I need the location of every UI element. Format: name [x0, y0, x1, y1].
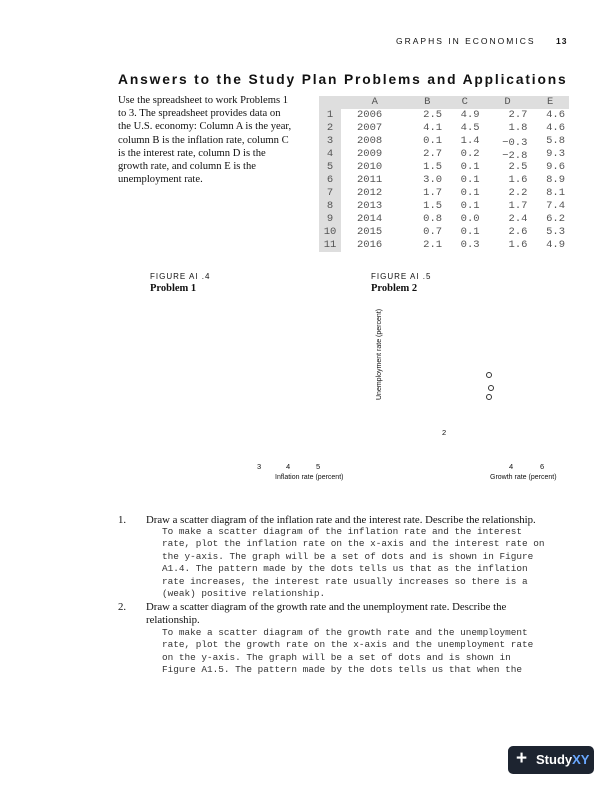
- year-cell: 2013: [357, 200, 383, 212]
- figure2-y-axis-label: Unemployment rate (percent): [376, 308, 383, 400]
- interest-cell: 0.1: [460, 161, 480, 173]
- scatter-point: [486, 394, 492, 400]
- year-cell: 2009: [357, 148, 383, 160]
- column-header: B: [409, 96, 447, 109]
- unemployment-cell: 4.6: [546, 109, 565, 121]
- interest-cell: 4.5: [460, 122, 480, 134]
- brand-main: Study: [536, 752, 573, 767]
- table-row: [319, 200, 569, 213]
- running-header: GRAPHS IN ECONOMICS: [396, 36, 536, 46]
- growth-cell: [484, 148, 532, 161]
- figure2-label: FIGURE AI .5: [371, 272, 432, 281]
- intro-line: column B is the inflation rate, column C: [118, 134, 289, 146]
- inflation-cell: 0.1: [423, 135, 443, 147]
- figure1-x-tick: 4: [286, 462, 291, 471]
- brand-name: [536, 752, 589, 767]
- growth-cell: 2.6: [508, 226, 528, 238]
- intro-line: growth rate, and column E is the: [118, 161, 256, 173]
- unemployment-cell: 6.2: [546, 213, 565, 225]
- intro-line: to 3. The spreadsheet provides data on: [118, 108, 281, 120]
- row-number: 11: [319, 239, 341, 252]
- figure2-y-tick: 2: [442, 428, 447, 437]
- interest-cell: 1.4: [460, 135, 480, 147]
- spreadsheet-header-row: [319, 96, 569, 109]
- answer-line: Figure A1.5. The pattern made by the dots tells us that when the: [162, 664, 523, 676]
- inflation-cell: 1.5: [423, 200, 443, 212]
- interest-cell: 0.1: [460, 200, 480, 212]
- unemployment-cell: 5.8: [546, 135, 565, 147]
- row-number: 1: [319, 109, 341, 122]
- question1-answer: [162, 526, 545, 600]
- interest-cell: 0.1: [460, 187, 480, 199]
- interest-cell: 0.0: [460, 213, 480, 225]
- row-number: 6: [319, 174, 341, 187]
- column-header: D: [484, 96, 532, 109]
- inflation-cell: 3.0: [423, 174, 443, 186]
- intro-line: the U.S. economy: Column A is the year,: [118, 121, 292, 133]
- inflation-cell: 2.1: [423, 239, 443, 251]
- growth-cell: 1.7: [508, 200, 528, 212]
- year-cell: 2014: [357, 213, 383, 225]
- interest-cell: 4.9: [460, 109, 480, 121]
- row-number: 9: [319, 213, 341, 226]
- figure2-x-tick: 4: [509, 462, 514, 471]
- table-row: [319, 187, 569, 200]
- answer-line: A1.4. The pattern made by the dots tells us that as the inflation: [162, 563, 528, 575]
- figure1-x-axis-label: Inflation rate (percent): [275, 474, 344, 481]
- year-cell: 2016: [357, 239, 383, 251]
- interest-cell: 0.1: [460, 174, 480, 186]
- growth-value: −0.3: [502, 137, 528, 149]
- section-title: Answers to the Study Plan Problems and Applications: [118, 72, 568, 87]
- unemployment-cell: 5.3: [546, 226, 565, 238]
- page-number: 13: [556, 36, 568, 46]
- figure1-label: FIGURE AI .4: [150, 272, 211, 281]
- brand-accent: XY: [572, 752, 590, 767]
- inflation-cell: 1.5: [423, 161, 443, 173]
- intro-line: Use the spreadsheet to work Problems 1: [118, 95, 289, 106]
- intro-line: is the interest rate, column D is the: [118, 147, 266, 159]
- answer-line: the y-axis. The graph will be a set of dots and is shown in Figure: [162, 550, 534, 562]
- unemployment-cell: 7.4: [546, 200, 565, 212]
- row-number: 2: [319, 122, 341, 135]
- year-cell: 2008: [357, 135, 383, 147]
- growth-cell: 1.8: [508, 122, 528, 134]
- intro-paragraph: [118, 94, 318, 186]
- plus-icon: +: [516, 748, 528, 769]
- figure2-problem: Problem 2: [371, 283, 418, 294]
- table-row: [319, 239, 569, 252]
- question1-number: 1.: [118, 514, 127, 526]
- row-number: 7: [319, 187, 341, 200]
- row-number: 3: [319, 135, 341, 148]
- answer-line: rate increases, the interest rate usually increases so there is a: [162, 575, 528, 587]
- scatter-point: [486, 372, 492, 378]
- growth-cell: 1.6: [508, 174, 528, 186]
- figure1-x-tick: 5: [316, 462, 321, 471]
- studyxy-watermark[interactable]: [508, 746, 594, 774]
- growth-value: −2.8: [502, 150, 528, 162]
- year-cell: 2010: [357, 161, 383, 173]
- question1-text: Draw a scatter diagram of the inflation rate and the interest rate. Describe the relationship.: [146, 514, 536, 526]
- unemployment-cell: 4.9: [546, 239, 565, 251]
- question-line: Draw a scatter diagram of the growth rate and the unemployment rate. Describe the: [146, 601, 507, 613]
- table-row: [319, 226, 569, 239]
- interest-cell: 0.2: [460, 148, 480, 160]
- answer-line: (weak) positive relationship.: [162, 588, 326, 600]
- interest-cell: 0.3: [460, 239, 480, 251]
- answer-line: rate, plot the growth rate on the x-axis and the unemployment rate: [162, 639, 534, 651]
- growth-cell: 2.2: [508, 187, 528, 199]
- intro-line: unemployment rate.: [118, 174, 203, 186]
- table-row: [319, 213, 569, 226]
- column-header: E: [531, 96, 569, 109]
- table-row: [319, 174, 569, 187]
- figure2-x-tick: 6: [540, 462, 545, 471]
- inflation-cell: 4.1: [423, 122, 443, 134]
- answer-line: on the y-axis. The graph will be a set of dots and is shown in: [162, 651, 511, 663]
- table-row: [319, 109, 569, 122]
- question2-answer: [162, 627, 533, 677]
- row-number: 5: [319, 161, 341, 174]
- unemployment-cell: 9.6: [546, 161, 565, 173]
- question2-text: [146, 601, 506, 627]
- year-cell: 2007: [357, 122, 383, 134]
- spreadsheet-corner-cell: [319, 96, 341, 109]
- row-number: 8: [319, 200, 341, 213]
- table-row: [319, 122, 569, 135]
- growth-cell: [484, 135, 532, 148]
- scatter-point: [488, 385, 494, 391]
- column-header: C: [446, 96, 484, 109]
- unemployment-cell: 8.9: [546, 174, 565, 186]
- inflation-cell: 0.7: [423, 226, 443, 238]
- spreadsheet-table: [319, 96, 569, 252]
- inflation-cell: 0.8: [423, 213, 443, 225]
- unemployment-cell: 9.3: [546, 148, 565, 160]
- row-number: 4: [319, 148, 341, 161]
- year-cell: 2011: [357, 174, 383, 186]
- inflation-cell: 1.7: [423, 187, 443, 199]
- answer-line: To make a scatter diagram of the inflation rate and the interest: [162, 526, 523, 537]
- year-cell: 2012: [357, 187, 383, 199]
- inflation-cell: 2.7: [423, 148, 443, 160]
- year-cell: 2006: [357, 109, 383, 121]
- figure1-x-tick: 3: [257, 462, 262, 471]
- column-header: A: [341, 96, 409, 109]
- table-row: [319, 135, 569, 148]
- answer-line: rate, plot the inflation rate on the x-axis and the interest rate on: [162, 538, 545, 550]
- table-row: [319, 148, 569, 161]
- inflation-cell: 2.5: [423, 109, 443, 121]
- table-row: [319, 161, 569, 174]
- year-cell: 2015: [357, 226, 383, 238]
- growth-cell: 2.4: [508, 213, 528, 225]
- figure1-problem: Problem 1: [150, 283, 197, 294]
- growth-cell: 1.6: [508, 239, 528, 251]
- growth-cell: 2.7: [508, 109, 528, 121]
- answer-line: To make a scatter diagram of the growth rate and the unemployment: [162, 627, 528, 638]
- growth-cell: 2.5: [508, 161, 528, 173]
- question-line: relationship.: [146, 614, 200, 626]
- row-number: 10: [319, 226, 341, 239]
- question2-number: 2.: [118, 601, 127, 613]
- figure2-x-axis-label: Growth rate (percent): [490, 474, 557, 481]
- unemployment-cell: 4.6: [546, 122, 565, 134]
- unemployment-cell: 8.1: [546, 187, 565, 199]
- interest-cell: 0.1: [460, 226, 480, 238]
